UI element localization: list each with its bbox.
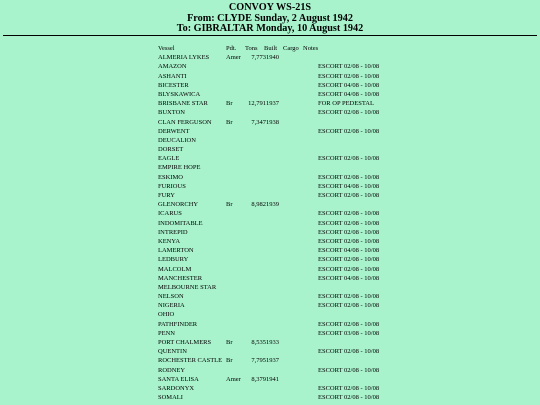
table-row: [0, 209, 540, 218]
notes: ESCORT 04/08 - 10/08: [318, 182, 380, 190]
vessel-name: EMPIRE HOPE: [158, 164, 201, 172]
col-vessel-header: Vessel: [158, 45, 175, 52]
table-row: [0, 237, 540, 246]
notes: ESCORT 02/08 - 10/08: [318, 228, 380, 236]
vessel-name: CLAN FERGUSON: [158, 118, 212, 126]
col-tons-header: Tons: [245, 45, 258, 52]
vessel-name: DEUCALION: [158, 136, 196, 144]
vessel-name: NELSON: [158, 293, 184, 301]
vessel-name: PENN: [158, 329, 175, 337]
notes: ESCORT 02/08 - 10/08: [318, 127, 380, 135]
table-row: [0, 72, 540, 81]
table-row: [0, 219, 540, 228]
year-built: 1938: [266, 118, 279, 126]
notes: ESCORT 02/08 - 10/08: [318, 210, 380, 218]
vessel-name: DERWENT: [158, 127, 190, 135]
table-row: [0, 191, 540, 200]
table-row: [0, 265, 540, 274]
table-row: [0, 338, 540, 347]
table-row: [0, 366, 540, 375]
notes: ESCORT 02/08 - 10/08: [318, 109, 380, 117]
vessel-name: SARDONYX: [158, 384, 195, 392]
convoy-destination: To: GIBRALTAR Monday, 10 August 1942: [176, 23, 364, 34]
tonnage: 8,982: [251, 201, 266, 209]
vessel-name: ROCHESTER CASTLE: [158, 357, 223, 365]
table-row: [0, 384, 540, 393]
table-row: [0, 320, 540, 329]
table-row: [0, 329, 540, 338]
vessel-name: NIGERIA: [158, 302, 185, 310]
notes: ESCORT 02/08 - 10/08: [318, 394, 380, 402]
vessel-name: BLYSKAWICA: [158, 90, 201, 98]
notes: ESCORT 02/08 - 10/08: [318, 293, 380, 301]
vessel-name: FURY: [158, 192, 175, 199]
tonnage: 7,347: [251, 118, 266, 126]
flag: Amer: [226, 54, 241, 62]
notes: ESCORT 02/08 - 10/08: [318, 237, 380, 245]
vessel-name: BRISBANE STAR: [158, 100, 208, 108]
year-built: 1937: [266, 357, 279, 365]
notes: ESCORT 02/08 - 10/08: [318, 302, 380, 310]
table-row: [0, 108, 540, 117]
table-row: [0, 99, 540, 108]
convoy-origin: From: CLYDE Sunday, 2 August 1942: [187, 12, 353, 24]
flag: Amer: [226, 375, 241, 383]
table-row: [0, 393, 540, 402]
vessel-name: AMAZON: [158, 63, 187, 71]
tonnage: 8,535: [251, 339, 266, 346]
notes: ESCORT 02/08 - 10/08: [318, 320, 380, 328]
notes: ESCORT 02/08 - 10/08: [318, 63, 380, 71]
tonnage: 12,791: [248, 100, 266, 108]
col-cargo-header: Cargo: [283, 45, 299, 52]
table-row: [0, 347, 540, 356]
table-row: [0, 301, 540, 310]
notes: ESCORT 02/08 - 10/08: [318, 348, 380, 356]
convoy-table: [0, 44, 540, 402]
notes: ESCORT 02/08 - 10/08: [318, 265, 380, 273]
table-row: [0, 310, 540, 319]
notes: FOR OP PEDESTAL: [318, 100, 374, 108]
vessel-name: MANCHESTER: [158, 274, 203, 282]
table-row: [0, 255, 540, 264]
header-divider: [3, 35, 537, 36]
table-row: [0, 90, 540, 99]
tonnage: 7,773: [251, 54, 266, 62]
vessel-name: INTREPID: [158, 228, 188, 236]
vessel-name: ASHANTI: [158, 72, 187, 80]
vessel-name: MELBOURNE STAR: [158, 283, 217, 291]
table-row: [0, 145, 540, 154]
flag: Br: [226, 100, 233, 108]
table-header-row: [0, 44, 540, 53]
notes: ESCORT 02/08 - 10/08: [318, 173, 380, 181]
notes: ESCORT 02/08 - 10/08: [318, 192, 380, 199]
table-row: [0, 228, 540, 237]
vessel-name: ESKIMO: [158, 173, 183, 181]
table-row: [0, 136, 540, 145]
vessel-name: ICARUS: [158, 210, 182, 218]
col-built-header: Built: [264, 45, 278, 52]
vessel-name: ALMERIA LYKES: [158, 54, 210, 62]
notes: ESCORT 03/08 - 10/08: [318, 329, 380, 337]
table-row: [0, 246, 540, 255]
table-row: [0, 200, 540, 209]
table-row: [0, 62, 540, 71]
notes: ESCORT 02/08 - 10/08: [318, 366, 380, 374]
vessel-name: SOMALI: [158, 394, 183, 402]
vessel-name: LEDBURY: [158, 256, 189, 264]
tonnage: 8,379: [251, 375, 266, 383]
vessel-name: FURIOUS: [158, 182, 186, 190]
year-built: 1939: [266, 201, 279, 209]
vessel-name: PATHFINDER: [158, 320, 198, 328]
vessel-name: INDOMITABLE: [158, 219, 203, 227]
vessel-name: SANTA ELISA: [158, 375, 199, 383]
tonnage: 7,795: [251, 357, 266, 365]
vessel-name: GLENORCHY: [158, 201, 199, 209]
table-row: [0, 81, 540, 90]
table-row: [0, 173, 540, 182]
vessel-name: MALCOLM: [158, 265, 192, 273]
year-built: 1933: [266, 339, 279, 346]
notes: ESCORT 04/08 - 10/08: [318, 274, 380, 282]
vessel-name: BICESTER: [158, 81, 189, 89]
vessel-name: EAGLE: [158, 155, 180, 163]
vessel-name: BUXTON: [158, 109, 185, 117]
col-notes-header: Notes: [303, 45, 319, 52]
table-row: [0, 53, 540, 62]
notes: ESCORT 02/08 - 10/08: [318, 384, 380, 392]
page-header: [0, 0, 540, 35]
vessel-name: KENYA: [158, 237, 181, 245]
table-row: [0, 356, 540, 365]
flag: Br: [226, 118, 233, 126]
year-built: 1941: [266, 375, 279, 383]
table-row: [0, 274, 540, 283]
table-row: [0, 154, 540, 163]
vessel-name: QUENTIN: [158, 348, 187, 356]
table-row: [0, 292, 540, 301]
vessel-name: PORT CHALMERS: [158, 339, 212, 346]
table-row: [0, 127, 540, 136]
vessel-name: RODNEY: [158, 366, 186, 374]
notes: ESCORT 04/08 - 10/08: [318, 90, 380, 98]
vessel-name: OHIO: [158, 311, 175, 319]
vessel-name: DORSET: [158, 146, 184, 154]
year-built: 1937: [266, 100, 279, 108]
flag: Br: [226, 201, 233, 209]
notes: ESCORT 02/08 - 10/08: [318, 219, 380, 227]
table-row: [0, 163, 540, 172]
flag: Br: [226, 357, 233, 365]
table-row: [0, 182, 540, 191]
notes: ESCORT 02/08 - 10/08: [318, 72, 380, 80]
notes: ESCORT 02/08 - 10/08: [318, 256, 380, 264]
flag: Br: [226, 339, 233, 346]
table-row: [0, 118, 540, 127]
table-row: [0, 283, 540, 292]
vessel-name: LAMERTON: [158, 247, 194, 255]
convoy-title: CONVOY WS-21S: [228, 2, 312, 13]
notes: ESCORT 04/08 - 10/08: [318, 81, 380, 89]
notes: ESCORT 04/08 - 10/08: [318, 247, 380, 255]
table-row: [0, 375, 540, 384]
notes: ESCORT 02/08 - 10/08: [318, 155, 380, 163]
col-flag-header: Pdt.: [226, 45, 237, 52]
year-built: 1940: [266, 54, 279, 62]
